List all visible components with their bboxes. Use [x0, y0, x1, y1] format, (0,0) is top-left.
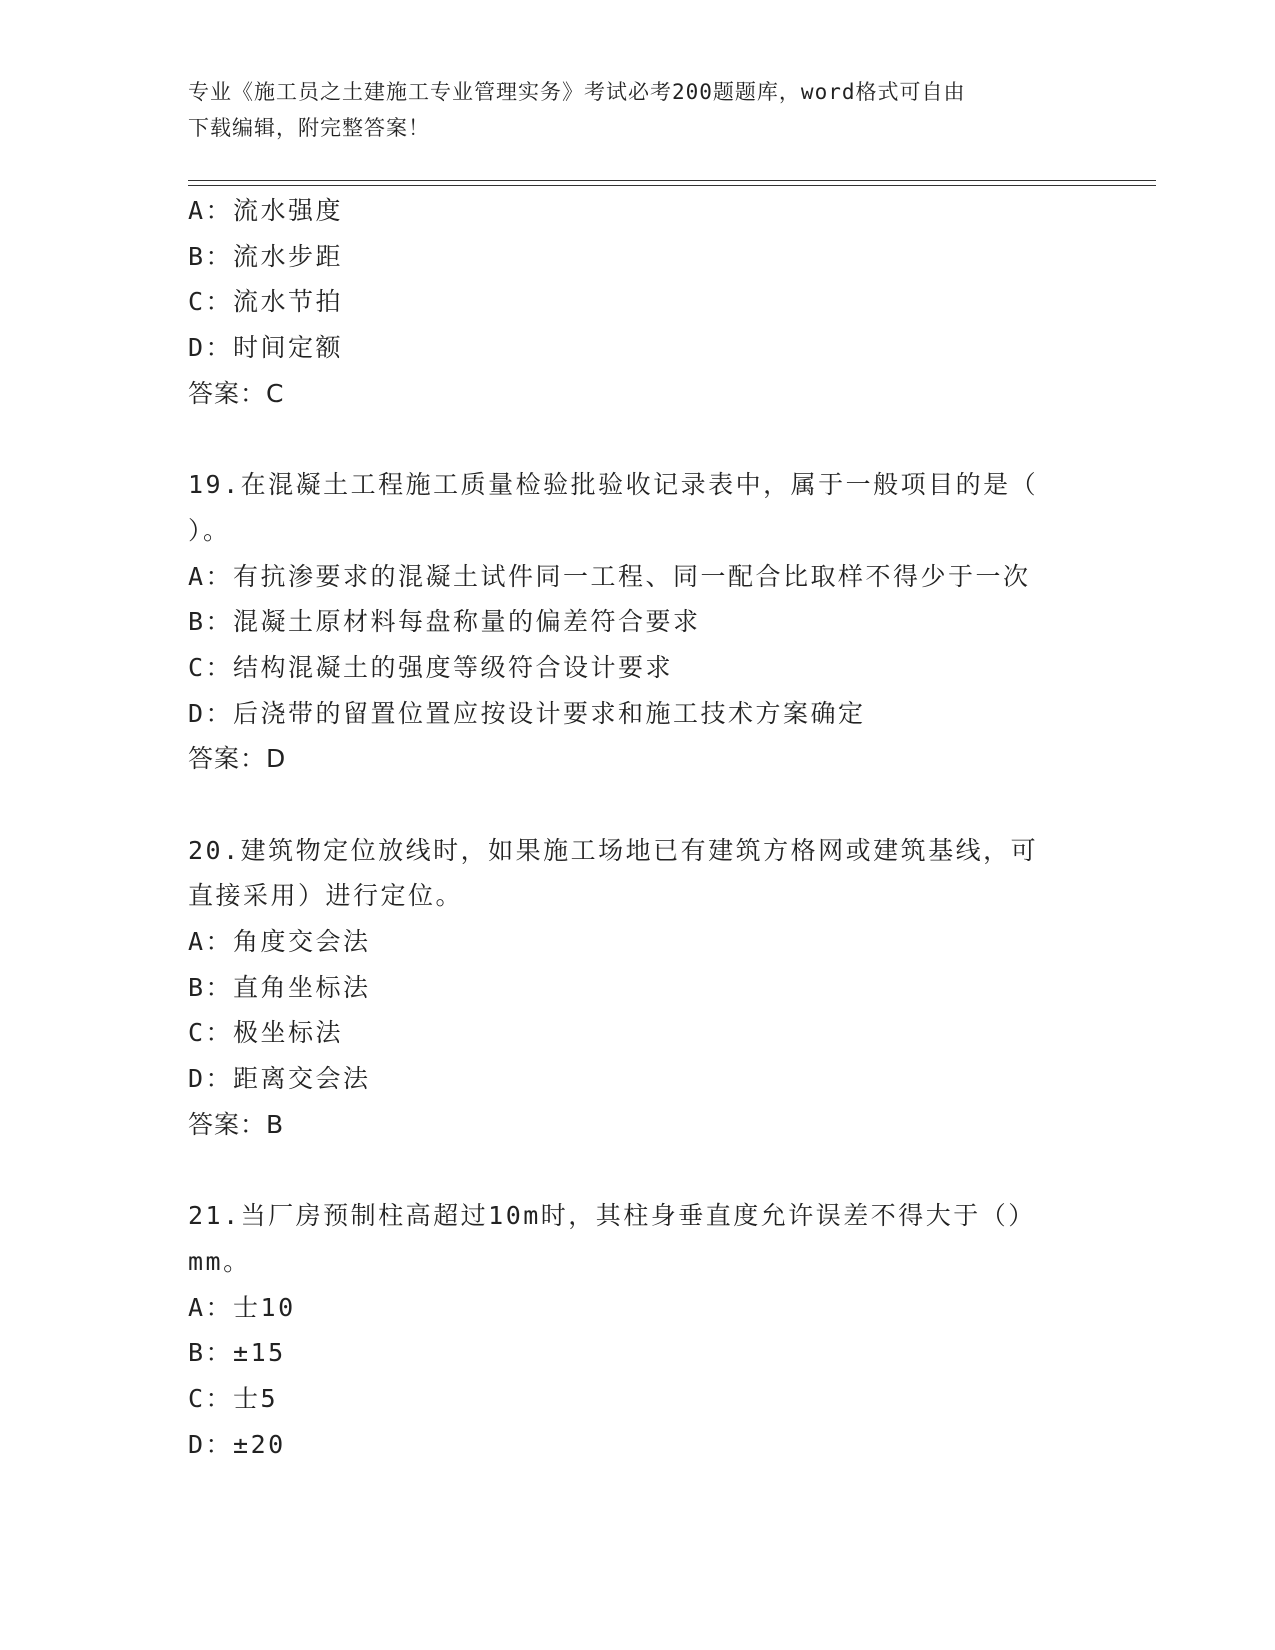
question-stem-line-1: 21.当厂房预制柱高超过10m时，其柱身垂直度允许误差不得大于（） [188, 1201, 1036, 1231]
option-b: B：流水步距 [188, 241, 344, 271]
question-stem-line-1: 20.建筑物定位放线时，如果施工场地已有建筑方格网或建筑基线，可 [188, 835, 1039, 865]
option-b: B：±15 [188, 1338, 286, 1368]
option-c: C：极坐标法 [188, 1018, 344, 1048]
question-gap [188, 782, 1088, 828]
question-stem-line-2: mm。 [188, 1246, 251, 1276]
option-a: A：角度交会法 [188, 927, 371, 956]
question-stem-line-1: 19.在混凝土工程施工质量检验批验收记录表中，属于一般项目的是（ [188, 470, 1039, 500]
option-b: B：直角坐标法 [188, 972, 371, 1002]
option-c: C：流水节拍 [188, 287, 344, 317]
option-d: D：距离交会法 [188, 1064, 371, 1094]
question-18 [188, 188, 1088, 416]
option-a: A：士10 [188, 1292, 296, 1322]
document-header [188, 74, 1068, 146]
question-stem-line-2: 直接采用）进行定位。 [188, 881, 464, 911]
option-d: D：±20 [188, 1429, 286, 1459]
option-c: C：士5 [188, 1383, 279, 1413]
question-list [188, 188, 1088, 1467]
option-a: A：有抗渗要求的混凝土试件同一工程、同一配合比取样不得少于一次 [188, 561, 1031, 591]
header-divider-top [188, 180, 1156, 181]
header-line-1: 专业《施工员之土建施工专业管理实务》考试必考200题题库，word格式可自由 [188, 80, 966, 104]
question-21 [188, 1193, 1088, 1467]
question-gap [188, 1147, 1088, 1193]
option-d: D：后浇带的留置位置应按设计要求和施工技术方案确定 [188, 698, 866, 728]
header-divider-bottom [188, 185, 1156, 186]
option-d: D：时间定额 [188, 333, 344, 363]
option-b: B：混凝土原材料每盘称量的偏差符合要求 [188, 607, 701, 637]
answer-line: 答案：D [188, 744, 287, 774]
answer-line: 答案：C [188, 378, 285, 408]
option-a: A：流水强度 [188, 196, 344, 225]
question-stem-line-2: ）。 [188, 515, 231, 545]
header-line-2: 下载编辑，附完整答案！ [188, 116, 430, 140]
question-19 [188, 462, 1088, 782]
answer-line: 答案：B [188, 1109, 285, 1139]
question-20 [188, 828, 1088, 1148]
question-gap [188, 416, 1088, 462]
option-c: C：结构混凝土的强度等级符合设计要求 [188, 652, 674, 682]
